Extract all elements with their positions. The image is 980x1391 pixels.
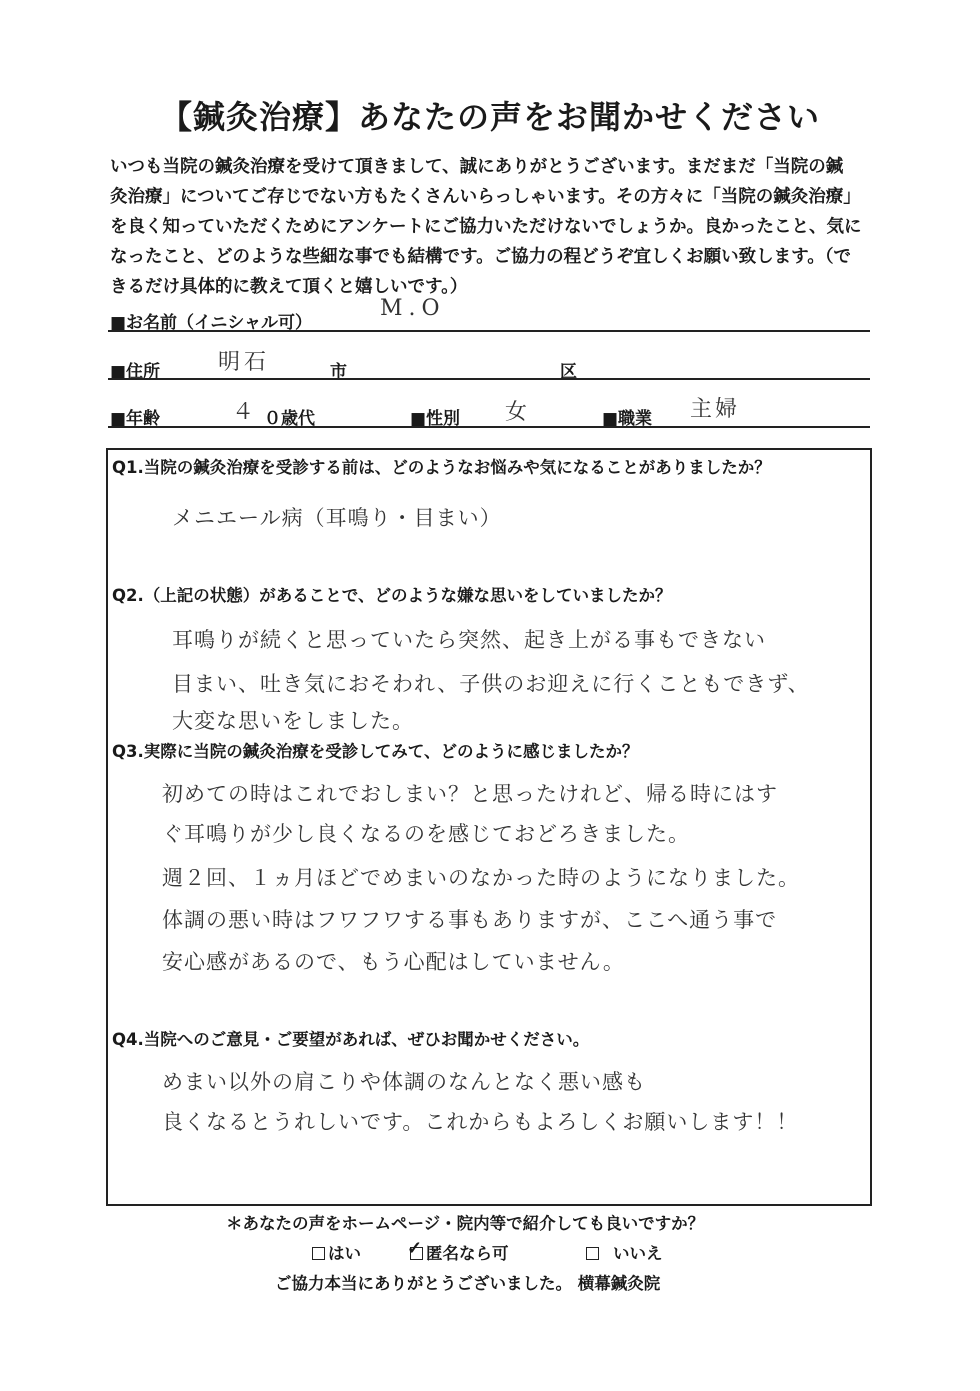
- answer-4-line: 良くなるとうれしいです。これからもよろしくお願いします！！: [162, 1110, 799, 1134]
- answer-4-line: めまい以外の肩こりや体調のなんとなく悪い感も: [162, 1070, 646, 1094]
- age-value: ４: [232, 400, 255, 425]
- answer-2-line: 目まい、吐き気におそわれ、子供のお迎えに行くこともできず、: [172, 672, 810, 696]
- question-4: Q4.当院へのご意見・ご要望があれば、ぜひお聞かせください。: [112, 1030, 590, 1049]
- answer-3-line: 週２回、１ヵ月ほどでめまいのなかった時のようになりました。: [162, 866, 800, 890]
- gender-value: 女: [505, 400, 528, 425]
- name-label: ■お名前（イニシャル可）: [110, 313, 313, 333]
- age-suffix: ０歳代: [264, 409, 315, 429]
- thanks-text: ご協力本当にありがとうございました。 横幕鍼灸院: [275, 1274, 661, 1293]
- checkbox-yes[interactable]: [312, 1247, 325, 1260]
- intro-line: きるだけ具体的に教えて頂くと嬉しいです。）: [110, 277, 468, 297]
- address-underline: [108, 378, 870, 380]
- answer-2-line: 大変な思いをしました。: [172, 709, 414, 733]
- age-label: ■年齢: [110, 409, 161, 429]
- name-value: M.O: [380, 296, 446, 321]
- option-no-label: いいえ: [613, 1244, 663, 1263]
- address-city-value: 明石: [218, 350, 271, 375]
- answer-3-line: ぐ耳鳴りが少し良くなるのを感じておどろきました。: [162, 822, 690, 846]
- intro-text: [110, 152, 880, 302]
- answer-3-line: 体調の悪い時はフワフワする事もありますが、ここへ通う事で: [162, 908, 778, 932]
- answer-1-line: メニエール病（耳鳴り・目まい）: [172, 506, 502, 530]
- gender-label: ■性別: [410, 409, 461, 429]
- answer-3-line: 安心感があるので、もう心配はしていません。: [162, 950, 625, 974]
- consent-question: ＊あなたの声をホームページ・院内等で紹介しても良いですか？: [226, 1214, 705, 1233]
- job-label: ■職業: [602, 409, 653, 429]
- job-value: 主婦: [690, 397, 741, 422]
- details-underline: [108, 426, 870, 428]
- checkbox-anonymous[interactable]: [407, 1238, 423, 1260]
- name-underline: [108, 330, 870, 332]
- question-3: Q3.実際に当院の鍼灸治療を受診してみて、どのように感じましたか？: [112, 742, 639, 761]
- page-title: 【鍼灸治療】あなたの声をお聞かせください: [159, 98, 820, 136]
- checkbox-no[interactable]: [586, 1247, 599, 1260]
- city-label: 市: [330, 362, 347, 382]
- option-yes-label: はい: [328, 1244, 361, 1263]
- answer-3-line: 初めての時はこれでおしまい？と思ったけれど、帰る時にはす: [162, 782, 778, 806]
- option-anonymous-label: 匿名なら可: [426, 1244, 509, 1263]
- answer-2-line: 耳鳴りが続くと思っていたら突然、起き上がる事もできない: [172, 628, 766, 652]
- option-anonymous[interactable]: [407, 1238, 509, 1264]
- intro-line: 灸治療」についてご存じでない方もたくさんいらっしゃいます。その方々に「当院の鍼灸治療」: [110, 187, 861, 207]
- address-label: ■住所: [110, 362, 161, 382]
- intro-line: を良く知っていただくためにアンケートにご協力いただけないでしょうか。良かったこと、気に: [110, 217, 862, 237]
- option-no[interactable]: [586, 1240, 663, 1264]
- question-2: Q2.（上記の状態）があることで、どのような嫌な思いをしていましたか？: [112, 586, 672, 605]
- ward-label: 区: [560, 362, 577, 382]
- question-1: Q1.当院の鍼灸治療を受診する前は、どのようなお悩みや気になることがありましたか？: [112, 458, 771, 477]
- check-mark-icon: ✓: [407, 1238, 423, 1259]
- intro-line: いつも当院の鍼灸治療を受けて頂きまして、誠にありがとうございます。まだまだ「当院の鍼: [110, 157, 844, 177]
- intro-line: なったこと、どのような些細な事でも結構です。ご協力の程どうぞ宜しくお願い致します。（で: [110, 247, 851, 267]
- option-yes[interactable]: [312, 1240, 361, 1264]
